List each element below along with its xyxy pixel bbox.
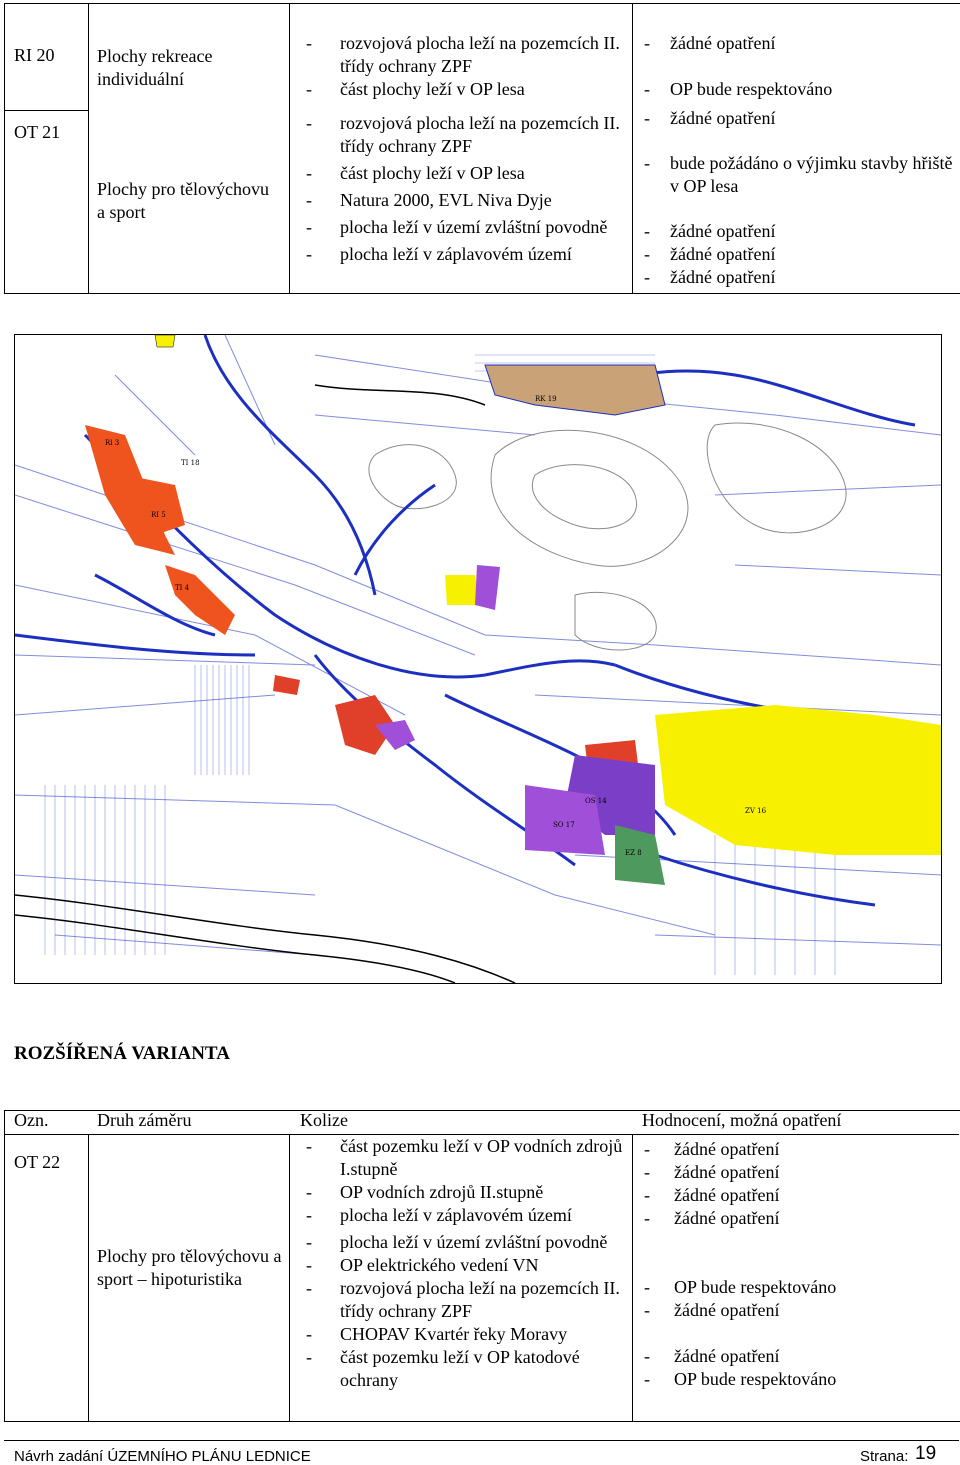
collision-item: OP elektrického vedení VN — [340, 1255, 539, 1275]
collisions-ri20: - rozvojová plocha leží na pozemcích II. třídy ochrany ZPF - část plochy leží v OP lesa — [296, 32, 626, 101]
collision-item: část plochy leží v OP lesa — [340, 163, 525, 183]
measure-item: bude požádáno o výjimku stavby hřiště v OP lesa — [670, 153, 953, 196]
collision-item: rozvojová plocha leží na pozemcích II. třídy ochrany ZPF — [340, 1278, 620, 1321]
collision-item: plocha leží v území zvláštní povodně — [340, 1232, 608, 1252]
land-use-map — [14, 334, 942, 984]
footer-page-number: 19 — [915, 1443, 937, 1464]
section-title: ROZŠÍŘENÁ VARIANTA — [14, 1043, 230, 1064]
collision-item: OP vodních zdrojů II.stupně — [340, 1182, 544, 1202]
collision-item: plocha leží v záplavovém území — [340, 1205, 572, 1225]
row-code-ri20: RI 20 — [14, 45, 55, 65]
map-label: TI 4 — [175, 584, 190, 592]
measures-ot22: - žádné opatření - žádné opatření - žádné opatření - žádné opatření - OP bude respektováno - žádné opatření - žádné opatření - OP bude respektováno — [640, 1138, 956, 1391]
map-label: Rl 3 — [105, 439, 120, 447]
row-type-ot21: Plochy pro tělovýchovu a sport — [97, 179, 269, 222]
map-label: RK 19 — [535, 395, 557, 403]
measures-ri20: - žádné opatření - OP bude respektováno — [640, 32, 956, 101]
measure-item: žádné opatření — [674, 1162, 780, 1182]
collision-item: rozvojová plocha leží na pozemcích II. třídy ochrany ZPF — [340, 33, 620, 76]
area-yellow-north — [445, 575, 480, 605]
map-label: SO 17 — [553, 821, 575, 829]
measures-ot21: - žádné opatření - bude požádáno o výjimku stavby hřiště v OP lesa - žádné opatření - žádné opatření - žádné opatření — [640, 107, 956, 289]
area-red-small — [273, 675, 300, 695]
collision-item: část plochy leží v OP lesa — [340, 79, 525, 99]
collision-item: CHOPAV Kvartér řeky Moravy — [340, 1324, 568, 1344]
map-label: TI 18 — [181, 459, 200, 467]
map-label: EZ 8 — [625, 849, 642, 857]
map-label: ZV 16 — [745, 807, 767, 815]
measure-item: žádné opatření — [670, 33, 776, 53]
collision-item: část pozemku leží v OP katodové ochrany — [340, 1347, 580, 1390]
area-yellow-small — [155, 335, 175, 347]
map-label: RI 5 — [151, 511, 166, 519]
map-label: OS 14 — [585, 797, 607, 805]
collisions-ot22: - část pozemku leží v OP vodních zdrojů I.stupně - OP vodních zdrojů II.stupně - plocha leží v záplavovém území - plocha leží v území zvláštní povodně - OP elektrického vedení VN - rozvojová plocha leží na pozemcích II. třídy ochrany ZPF - CHOPAV Kvartér řeky Moravy - část pozemku leží v OP katodové ochrany — [296, 1135, 626, 1392]
row-code-ot21: OT 21 — [14, 122, 61, 142]
area-rk19 — [485, 365, 665, 415]
collisions-ot21: - rozvojová plocha leží na pozemcích II. třídy ochrany ZPF - část plochy leží v OP lesa - Natura 2000, EVL Niva Dyje - plocha leží v území zvláštní povodně - plocha leží v záplavovém území — [296, 112, 626, 266]
measure-item: OP bude respektováno — [674, 1369, 837, 1389]
measure-item: žádné opatření — [674, 1346, 780, 1366]
header-hodnoceni: Hodnocení, možná opatření — [642, 1110, 842, 1130]
area-purple-north — [475, 565, 500, 610]
footer-title: Návrh zadání ÚZEMNÍHO PLÁNU LEDNICE — [14, 1448, 311, 1465]
area-yellow-zv16 — [655, 705, 941, 855]
header-druh: Druh záměru — [97, 1110, 192, 1130]
collision-item: Natura 2000, EVL Niva Dyje — [340, 190, 552, 210]
collision-item: část pozemku leží v OP vodních zdrojů I.stupně — [340, 1136, 623, 1179]
collision-item: plocha leží v území zvláštní povodně — [340, 217, 608, 237]
measure-item: žádné opatření — [674, 1300, 780, 1320]
footer-rule — [4, 1440, 959, 1441]
measure-item: žádné opatření — [674, 1208, 780, 1228]
header-kolize: Kolize — [300, 1110, 348, 1130]
collision-item: rozvojová plocha leží na pozemcích II. třídy ochrany ZPF — [340, 113, 620, 156]
measure-item: žádné opatření — [674, 1139, 780, 1159]
measure-item: žádné opatření — [670, 244, 776, 264]
measure-item: žádné opatření — [670, 221, 776, 241]
header-ozn: Ozn. — [14, 1110, 49, 1130]
row-code-ot22: OT 22 — [14, 1152, 61, 1172]
collision-item: plocha leží v záplavovém území — [340, 244, 572, 264]
measure-item: žádné opatření — [670, 108, 776, 128]
measure-item: žádné opatření — [670, 267, 776, 287]
area-purple-so17 — [525, 785, 605, 855]
measure-item: žádné opatření — [674, 1185, 780, 1205]
measure-item: OP bude respektováno — [674, 1277, 837, 1297]
map-svg — [15, 335, 941, 983]
measure-item: OP bude respektováno — [670, 79, 833, 99]
footer-page-label: Strana: — [860, 1448, 909, 1465]
row-type-ot22: Plochy pro tělovýchovu a sport – hipoturistika — [97, 1246, 282, 1289]
row-type-ri20: Plochy rekreace individuální — [97, 46, 213, 89]
